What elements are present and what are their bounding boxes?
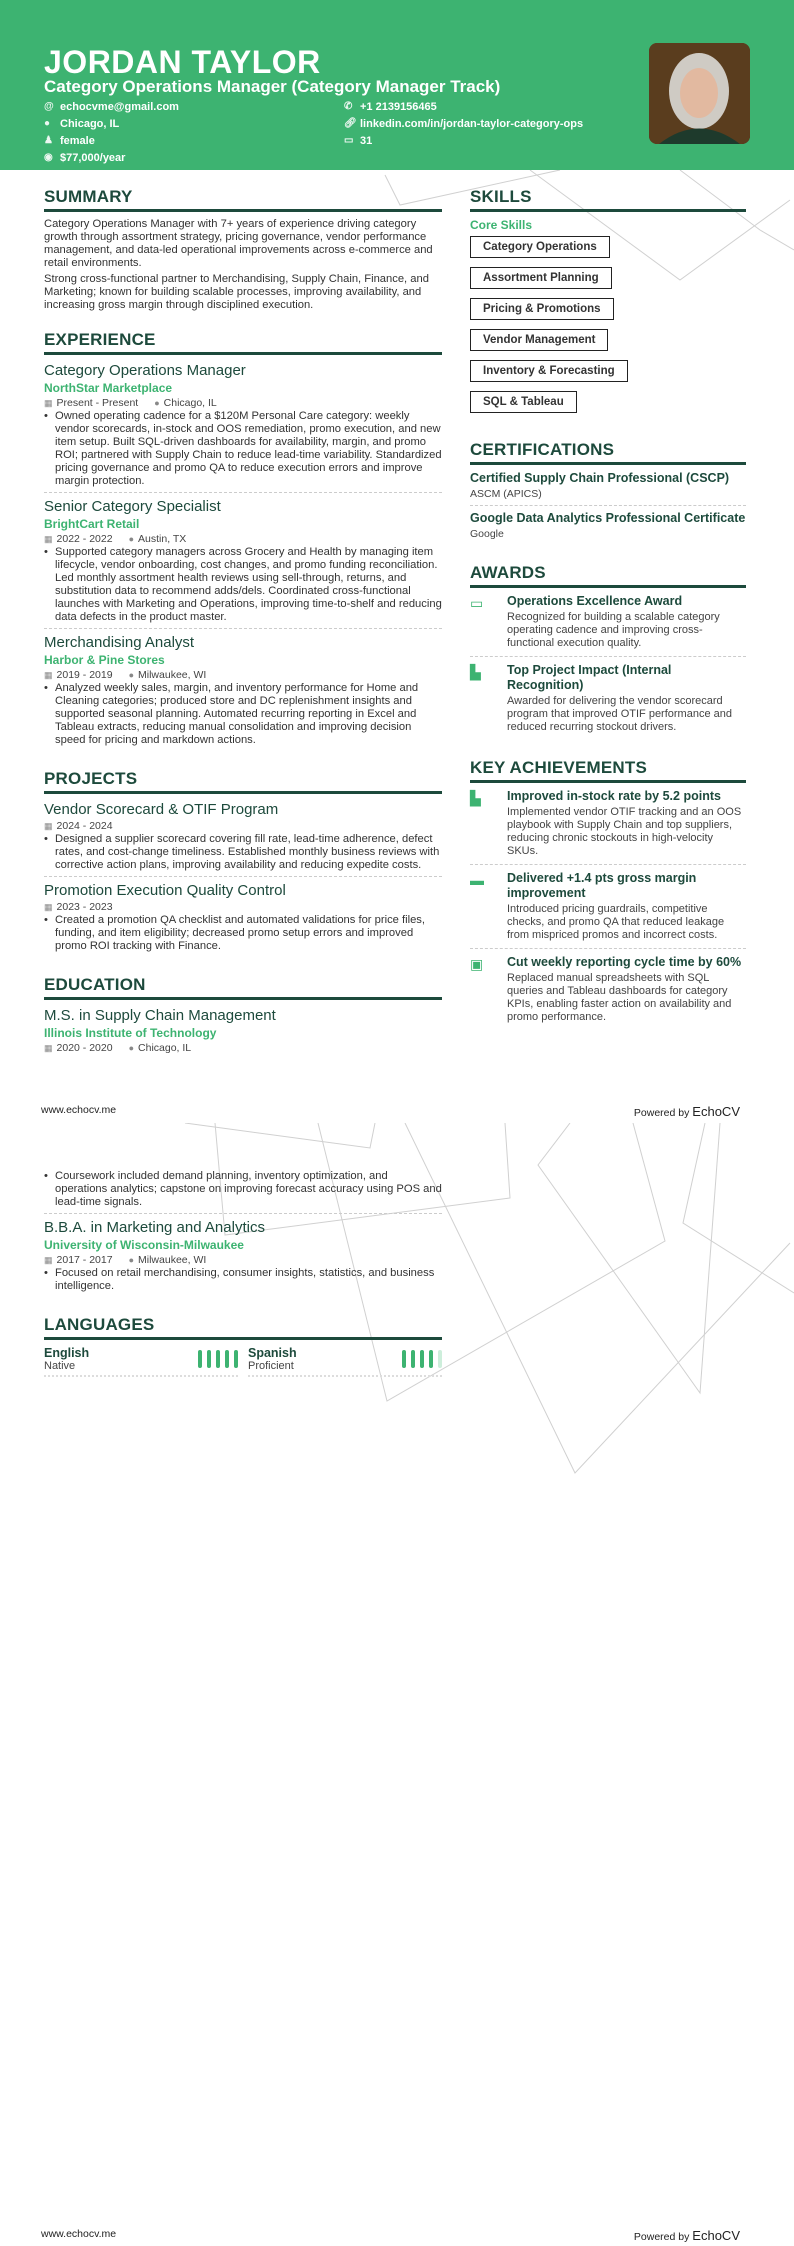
skills-group-label: Core Skills <box>470 218 533 232</box>
proficiency-bars <box>402 1350 442 1368</box>
powered-label: Powered by <box>633 2231 690 2243</box>
bullet: • Designed a supplier scorecard covering fill rate, lead-time adherence, defect rates, and cost-change timeliness. Established monthly business reviews with corrective action plans, improving availability and reducing expedite costs. <box>44 833 442 872</box>
proficiency-bar <box>429 1350 433 1368</box>
language-name: English <box>44 1346 90 1360</box>
skills-list <box>470 236 746 422</box>
right-column <box>470 187 746 1048</box>
location: Austin, TX <box>138 533 187 545</box>
calendar-icon: ▦ <box>44 902 53 912</box>
education-entry <box>44 1006 442 1055</box>
contact-age <box>344 133 604 148</box>
file-invoice-icon: ▙ <box>470 664 481 680</box>
left-column <box>44 1170 442 1395</box>
project-entry <box>44 881 442 957</box>
entry-meta <box>44 900 442 914</box>
languages-list <box>44 1346 442 1377</box>
education-entry-continued <box>44 1170 442 1214</box>
language-level: Native <box>44 1360 76 1372</box>
gender-text: female <box>60 134 95 147</box>
bullet: • Supported category managers across Grocery and Health by managing item lifecycle, vendor onboarding, cost changes, and promo funding reconciliation. Led monthly assortment health reviews using sell-through, returns, and substitution data to recommend adds/dels. Coordinated cross-functional launches with Marketing and Operations, improving time-to-shelf and reducing data defects in the product master. <box>44 546 442 624</box>
contact-linkedin[interactable] <box>344 116 604 131</box>
project-title: Promotion Execution Quality Control <box>44 882 286 899</box>
project-title: Vendor Scorecard & OTIF Program <box>44 801 279 818</box>
awards-section <box>470 563 746 740</box>
location: Chicago, IL <box>163 397 217 409</box>
dates: 2017 - 2017 <box>56 1254 113 1266</box>
award-title: Operations Excellence Award <box>507 594 683 608</box>
contact-gender <box>44 133 344 148</box>
section-heading: PROJECTS <box>44 769 442 794</box>
skill-tag: Pricing & Promotions <box>470 298 614 320</box>
language-entry <box>248 1346 442 1377</box>
achievement-title: Delivered +1.4 pts gross margin improvement <box>507 871 697 900</box>
resume-header <box>0 0 794 170</box>
money-icon: ◉ <box>44 152 53 163</box>
experience-entry <box>44 497 442 629</box>
achievement-description: Replaced manual spreadsheets with SQL queries and Tableau dashboards for category KPIs, enabling faster action on availability and promo performance. <box>507 972 732 1023</box>
job-title: Category Operations Manager <box>44 362 246 379</box>
link-icon: 🔗︎ <box>344 118 357 129</box>
user-icon: ♟ <box>44 135 53 146</box>
dates: 2022 - 2022 <box>56 533 113 545</box>
proficiency-bar <box>411 1350 415 1368</box>
email-text: echocvme@gmail.com <box>60 100 179 113</box>
job-title: Merchandising Analyst <box>44 634 195 651</box>
calendar-icon: ▭ <box>344 135 354 146</box>
section-heading: SUMMARY <box>44 187 442 212</box>
phone-text: +1 2139156465 <box>360 100 437 113</box>
candidate-title: Category Operations Manager (Category Manager Track) <box>44 77 501 96</box>
map-pin-icon: ● <box>128 670 135 680</box>
company-name: Harbor & Pine Stores <box>44 653 165 667</box>
skill-tag: Inventory & Forecasting <box>470 360 628 382</box>
certification-entry <box>470 471 746 506</box>
contact-location <box>44 116 344 131</box>
achievement-entry <box>470 871 746 949</box>
section-heading: EXPERIENCE <box>44 330 442 355</box>
age-text: 31 <box>360 134 373 147</box>
proficiency-bar <box>207 1350 211 1368</box>
footer-powered <box>634 2228 740 2243</box>
company-name: NorthStar Marketplace <box>44 381 173 395</box>
linkedin-text: linkedin.com/in/jordan-taylor-category-ops <box>360 117 584 130</box>
certification-title: Google Data Analytics Professional Certificate <box>470 511 746 525</box>
achievement-title: Improved in-stock rate by 5.2 points <box>507 789 721 803</box>
skill-tag: Assortment Planning <box>470 267 612 289</box>
at-icon: @ <box>44 101 54 112</box>
award-entry <box>470 663 746 740</box>
contact-phone[interactable] <box>344 99 604 114</box>
entry-meta <box>44 668 442 682</box>
location: Milwaukee, WI <box>138 669 207 681</box>
dates: 2020 - 2020 <box>56 1042 113 1054</box>
award-description: Recognized for building a scalable category operating cadence and improving cross-functional execution quality. <box>507 611 720 649</box>
map-pin-icon: ● <box>128 1255 135 1265</box>
bullet: • Created a promotion QA checklist and automated validations for price files, funding, and item eligibility; decreased promo setup errors and improved promo ROI tracking with Finance. <box>44 914 442 953</box>
dates: 2019 - 2019 <box>56 669 113 681</box>
education-section <box>44 975 442 1055</box>
location-text: Chicago, IL <box>60 117 120 130</box>
dates: Present - Present <box>56 397 139 409</box>
achievement-title: Cut weekly reporting cycle time by 60% <box>507 955 742 969</box>
language-name: Spanish <box>248 1346 297 1360</box>
skill-tag: Vendor Management <box>470 329 608 351</box>
skill-tag: SQL & Tableau <box>470 391 577 413</box>
terminal-icon: ▣ <box>470 956 484 972</box>
skill-tag: Category Operations <box>470 236 610 258</box>
bullet: • Analyzed weekly sales, margin, and inventory performance for Home and Cleaning categories; produced store and DC replenishment insights and supported seasonal planning. Automated recurring reporting in Excel and Tableau extracts, reducing manual consolidation and improving decision speed for pricing and markdown actions. <box>44 682 442 747</box>
resume-page-2 <box>0 1123 794 2246</box>
powered-label: Powered by <box>633 1107 690 1119</box>
entry-meta <box>44 1041 442 1055</box>
company-name: BrightCart Retail <box>44 517 140 531</box>
education-section-continued <box>44 1170 442 1297</box>
proficiency-bar <box>402 1350 406 1368</box>
bullet: • Focused on retail merchandising, consumer insights, statistics, and business intelligence. <box>44 1267 442 1293</box>
education-entry <box>44 1218 442 1297</box>
summary-section <box>44 187 442 312</box>
section-heading: AWARDS <box>470 563 746 588</box>
salary-text: $77,000/year <box>60 151 126 164</box>
certification-entry <box>470 511 746 545</box>
achievement-entry <box>470 789 746 865</box>
brand-name[interactable]: EchoCV <box>692 1104 740 1119</box>
degree: M.S. in Supply Chain Management <box>44 1007 276 1024</box>
proficiency-bar <box>438 1350 442 1368</box>
contact-salary <box>44 150 344 165</box>
job-title: Senior Category Specialist <box>44 498 221 515</box>
footer-site-link[interactable]: www.echocv.me <box>41 2228 117 2240</box>
school-name: University of Wisconsin-Milwaukee <box>44 1238 244 1252</box>
award-entry <box>470 594 746 657</box>
contact-email[interactable] <box>44 99 344 114</box>
map-pin-icon: ● <box>128 534 135 544</box>
footer-site-link[interactable]: www.echocv.me <box>41 1104 117 1116</box>
section-heading: LANGUAGES <box>44 1315 442 1340</box>
dates: 2023 - 2023 <box>56 901 113 913</box>
experience-section <box>44 330 442 751</box>
experience-entry <box>44 633 442 751</box>
calendar-icon: ▦ <box>44 1255 53 1265</box>
section-heading: KEY ACHIEVEMENTS <box>470 758 746 783</box>
language-entry <box>44 1346 238 1377</box>
phone-icon: ✆ <box>344 101 353 112</box>
project-entry <box>44 800 442 877</box>
map-pin-icon: ● <box>128 1043 135 1053</box>
school-name: Illinois Institute of Technology <box>44 1026 217 1040</box>
map-pin-icon: ● <box>44 118 51 129</box>
footer-powered <box>634 1104 740 1119</box>
bullet: • Owned operating cadence for a $120M Personal Care category: weekly vendor scorecards, in-stock and OOS remediation, promo execution, and new item setup. Built SQL-driven dashboards for availability, margin, and promo ROI; partnered with Supply Chain to reduce lead-time variability. Standardized pricing governance and promo QA to reduce execution errors and improve margin protection. <box>44 410 442 488</box>
achievement-description: Introduced pricing guardrails, competitive checks, and promo QA that reduced leakage from mispriced promos and incorrect costs. <box>507 903 725 941</box>
award-title: Top Project Impact (Internal Recognition) <box>507 663 672 692</box>
proficiency-bar <box>225 1350 229 1368</box>
left-column <box>44 187 442 1073</box>
brand-name[interactable]: EchoCV <box>692 2228 740 2243</box>
profile-photo <box>649 43 750 144</box>
section-heading: EDUCATION <box>44 975 442 1000</box>
location: Milwaukee, WI <box>138 1254 207 1266</box>
achievements-section <box>470 758 746 1030</box>
experience-entry <box>44 361 442 493</box>
battery-icon: ▭ <box>470 595 484 611</box>
calendar-icon: ▦ <box>44 670 53 680</box>
certification-issuer: Google <box>470 528 504 540</box>
calendar-icon: ▦ <box>44 821 53 831</box>
achievement-entry <box>470 955 746 1030</box>
skills-section <box>470 187 746 422</box>
calendar-icon: ▦ <box>44 534 53 544</box>
candidate-name: JORDAN TAYLOR <box>44 44 321 80</box>
language-level: Proficient <box>248 1360 294 1372</box>
comment-icon: ▬ <box>470 872 484 888</box>
contact-list <box>44 99 604 165</box>
entry-meta <box>44 1253 442 1267</box>
summary-paragraph: Category Operations Manager with 7+ years of experience driving category growth through assortment strategy, pricing governance, vendor performance management, and data-led operational improvements across e-commerce and retail environments. <box>44 218 433 269</box>
proficiency-bar <box>420 1350 424 1368</box>
proficiency-bar <box>216 1350 220 1368</box>
dates: 2024 - 2024 <box>56 820 113 832</box>
file-icon: ▙ <box>470 790 481 806</box>
proficiency-bar <box>198 1350 202 1368</box>
entry-meta <box>44 532 442 546</box>
proficiency-bars <box>198 1350 238 1368</box>
award-description: Awarded for delivering the vendor scorecard program that improved OTIF performance and reduced recurring stockout drivers. <box>507 695 732 733</box>
section-heading: SKILLS <box>470 187 746 212</box>
projects-section <box>44 769 442 957</box>
degree: B.B.A. in Marketing and Analytics <box>44 1219 265 1236</box>
languages-section <box>44 1315 442 1377</box>
certification-issuer: ASCM (APICS) <box>470 488 542 500</box>
certification-title: Certified Supply Chain Professional (CSCP) <box>470 471 730 485</box>
summary-paragraph: Strong cross-functional partner to Merchandising, Supply Chain, Finance, and Marketing; known for building scalable processes, improving availability, and increasing gross margin through disciplined execution. <box>44 273 429 311</box>
achievement-description: Implemented vendor OTIF tracking and an OOS playbook with Supply Chain and top suppliers, reducing chronic stockouts in high-velocity SKUs. <box>507 806 742 857</box>
entry-meta <box>44 396 442 410</box>
section-heading: CERTIFICATIONS <box>470 440 746 465</box>
calendar-icon: ▦ <box>44 1043 53 1053</box>
entry-meta <box>44 819 442 833</box>
bullet: • Coursework included demand planning, inventory optimization, and operations analytics; capstone on improving forecast accuracy using POS and lead-time signals. <box>44 1170 442 1209</box>
map-pin-icon: ● <box>154 398 160 408</box>
calendar-icon: ▦ <box>44 398 53 408</box>
certifications-section <box>470 440 746 545</box>
proficiency-bar <box>234 1350 238 1368</box>
location: Chicago, IL <box>138 1042 192 1054</box>
